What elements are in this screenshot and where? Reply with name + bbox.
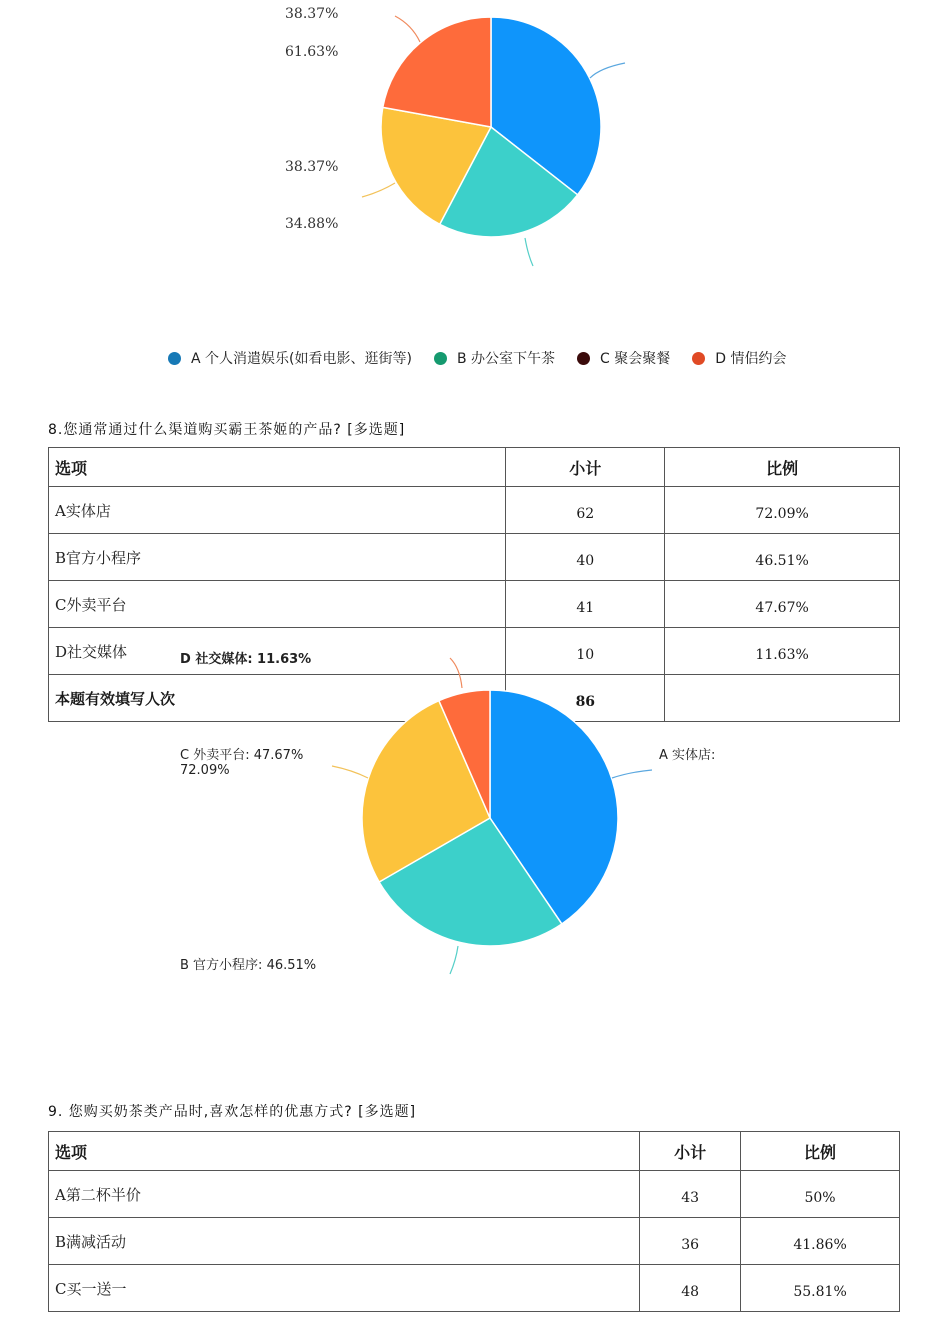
chart1-label-2: 61.63%: [285, 44, 339, 60]
question-8-title: 8.您通常通过什么渠道购买霸王茶姬的产品? [多选题]: [48, 422, 406, 438]
row-option: A实体店: [49, 487, 506, 534]
row-ratio: 11.63%: [665, 628, 900, 675]
leader-line-b: [525, 238, 533, 266]
legend-label-b: B 办公室下午茶: [456, 351, 556, 367]
table-header-row: [49, 1132, 900, 1171]
row-count: 40: [506, 534, 665, 581]
chart1-label-1: 38.37%: [285, 6, 339, 22]
table-header-row: [49, 448, 900, 487]
row-count: 62: [506, 487, 665, 534]
chart2-label-b: B 官方小程序: 46.51%: [180, 958, 317, 973]
chart1-label-3: 38.37%: [285, 159, 339, 175]
chart2-label-c: C 外卖平台: 47.67%: [180, 748, 304, 763]
question-9-title: 9. 您购买奶茶类产品时,喜欢怎样的优惠方式? [多选题]: [48, 1104, 417, 1120]
row-ratio: 50%: [741, 1171, 900, 1218]
row-option: C外卖平台: [49, 581, 506, 628]
total-label: 本题有效填写人次: [49, 675, 506, 722]
leader-line-c: [362, 183, 395, 197]
legend-dot-d: [692, 352, 705, 365]
leader-line-d: [395, 16, 420, 42]
legend-label-c: C 聚会聚餐: [600, 351, 671, 367]
legend-item-c: [577, 348, 670, 368]
header-ratio: 比例: [665, 448, 900, 487]
row-ratio: 41.86%: [741, 1218, 900, 1265]
legend-item-d: [692, 348, 786, 368]
header-option: 选项: [49, 448, 506, 487]
legend-dot-b: [434, 352, 447, 365]
legend-dot-a: [168, 352, 181, 365]
header-option: 选项: [49, 1132, 640, 1171]
pie-slice-d: [383, 17, 491, 127]
table-row: [49, 534, 900, 581]
row-count: 43: [640, 1171, 741, 1218]
row-option: B官方小程序: [49, 534, 506, 581]
leader-line-a: [590, 63, 625, 78]
header-count: 小计: [640, 1132, 741, 1171]
table-row: [49, 581, 900, 628]
chart2-label-c2: 72.09%: [180, 763, 230, 778]
row-option: B满减活动: [49, 1218, 640, 1265]
row-count: 41: [506, 581, 665, 628]
leader-line-b2: [450, 946, 458, 974]
total-value: 86: [506, 675, 665, 722]
row-option: D社交媒体: [49, 628, 506, 675]
legend-item-a: [168, 348, 412, 368]
leader-line-a2: [612, 770, 652, 778]
row-count: 36: [640, 1218, 741, 1265]
legend-item-b: [434, 348, 555, 368]
row-option: A第二杯半价: [49, 1171, 640, 1218]
table-row: [49, 1171, 900, 1218]
row-count: 48: [640, 1265, 741, 1312]
header-count: 小计: [506, 448, 665, 487]
row-option: C买一送一: [49, 1265, 640, 1312]
chart1-legend: [168, 348, 808, 368]
table-row: [49, 1218, 900, 1265]
leader-line-c2: [332, 766, 368, 778]
table-row: [49, 487, 900, 534]
table-row: [49, 1265, 900, 1312]
row-ratio: 72.09%: [665, 487, 900, 534]
chart2-label-d: D 社交媒体: 11.63%: [180, 652, 312, 667]
row-ratio: 55.81%: [741, 1265, 900, 1312]
row-ratio: 46.51%: [665, 534, 900, 581]
legend-dot-c: [577, 352, 590, 365]
legend-label-d: D 情侣约会: [715, 351, 787, 367]
legend-label-a: A 个人消遣娱乐(如看电影、逛街等): [191, 351, 412, 367]
pie-chart-purchase-channel: [290, 650, 710, 990]
leader-line-d2: [450, 658, 462, 688]
chart1-label-4: 34.88%: [285, 216, 339, 232]
row-count: 10: [506, 628, 665, 675]
header-ratio: 比例: [741, 1132, 900, 1171]
chart2-label-a: A 实体店:: [659, 748, 716, 763]
question-9-table: [48, 1131, 900, 1312]
row-ratio: 47.67%: [665, 581, 900, 628]
pie-chart-usage-scene: [300, 0, 700, 300]
